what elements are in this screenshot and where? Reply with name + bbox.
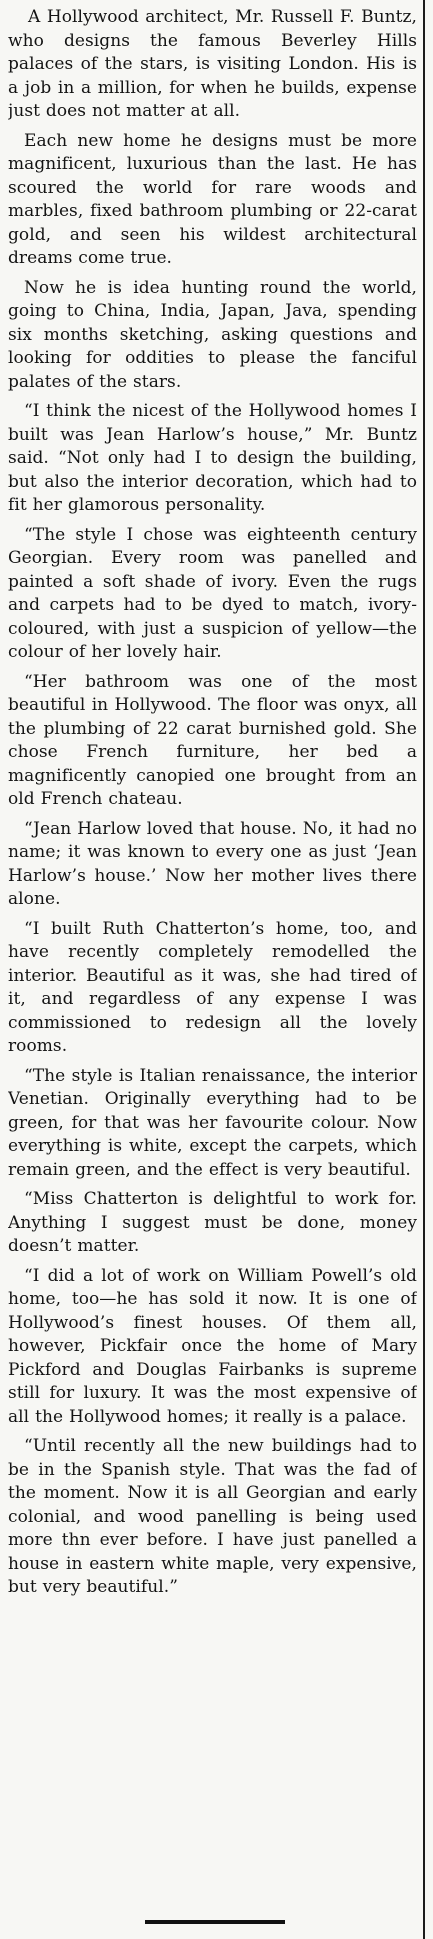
paragraph-11: “I did a lot of work on William Powell’s old home, too—he has sold it now. It is one of Hollywood’s finest houses. Of them all, however, Pickfair once the home of Mary Pickford and Douglas Fairbanks is supreme still for luxury. It was the most expensive of all the Hollywood homes; it really is a palace. bbox=[8, 1265, 417, 1427]
paragraph-2: Each new home he designs must be more magnificent, luxurious than the last. He has scoured the world for rare woods and marbles, fixed bathroom plumbing or 22-carat gold, and seen his wildest architectural dreams come true. bbox=[8, 130, 417, 268]
paragraph-4: “I think the nicest of the Hollywood homes I built was Jean Harlow’s house,” Mr. Buntz said. “Not only had I to design the building, but also the interior decoration, which had to fit her glamorous personality. bbox=[8, 401, 417, 515]
paragraph-5: “The style I chose was eighteenth century Georgian. Every room was panelled and painted a soft shade of ivory. Even the rugs and carpets had to be dyed to match, ivory-coloured, with just a suspicion of yellow—the colour of her lovely hair. bbox=[8, 524, 417, 662]
paragraph-10: “Miss Chatterton is delightful to work for. Anything I suggest must be done, money doesn’t matter. bbox=[8, 1189, 417, 1256]
paragraph-1: A Hollywood architect, Mr. Russell F. Buntz, who designs the famous Beverley Hills palaces of the stars, is visiting London. His is a job in a million, for when he builds, expense just does not matter at all. bbox=[8, 7, 417, 121]
end-rule bbox=[145, 1920, 285, 1924]
paragraph-6: “Her bathroom was one of the most beautiful in Hollywood. The floor was onyx, all the plumbing of 22 carat burnished gold. She chose French furniture, her bed a magnificently canopied one brought from an old French chateau. bbox=[8, 671, 417, 809]
article-column bbox=[8, 6, 417, 1906]
paragraph-9: “The style is Italian renaissance, the interior Venetian. Originally everything had to be green, for that was her favourite colour. Now everything is white, except the carpets, which remain green, and the effect is very beautiful. bbox=[8, 1065, 417, 1180]
paragraph-3: Now he is idea hunting round the world, going to China, India, Japan, Java, spending six months sketching, asking questions and looking for oddities to please the fanciful palates of the stars. bbox=[8, 277, 417, 392]
paragraph-8: “I built Ruth Chatterton’s home, too, and have recently completely remodelled the interior. Beautiful as it was, she had tired of it, and regardless of any expense I was commissioned to redesign all the lovely rooms. bbox=[8, 918, 417, 1056]
column-rule bbox=[423, 0, 425, 1939]
paragraph-12: “Until recently all the new buildings had to be in the Spanish style. That was the fad of the moment. Now it is all Georgian and early colonial, and wood panelling is being used more thn ever before. I have just panelled a house in eastern white maple, very expensive, but very beautiful.” bbox=[8, 1436, 417, 1597]
paragraph-7: “Jean Harlow loved that house. No, it had no name; it was known to every one as just ‘Jean Harlow’s house.’ Now her mother lives there alone. bbox=[8, 818, 417, 909]
